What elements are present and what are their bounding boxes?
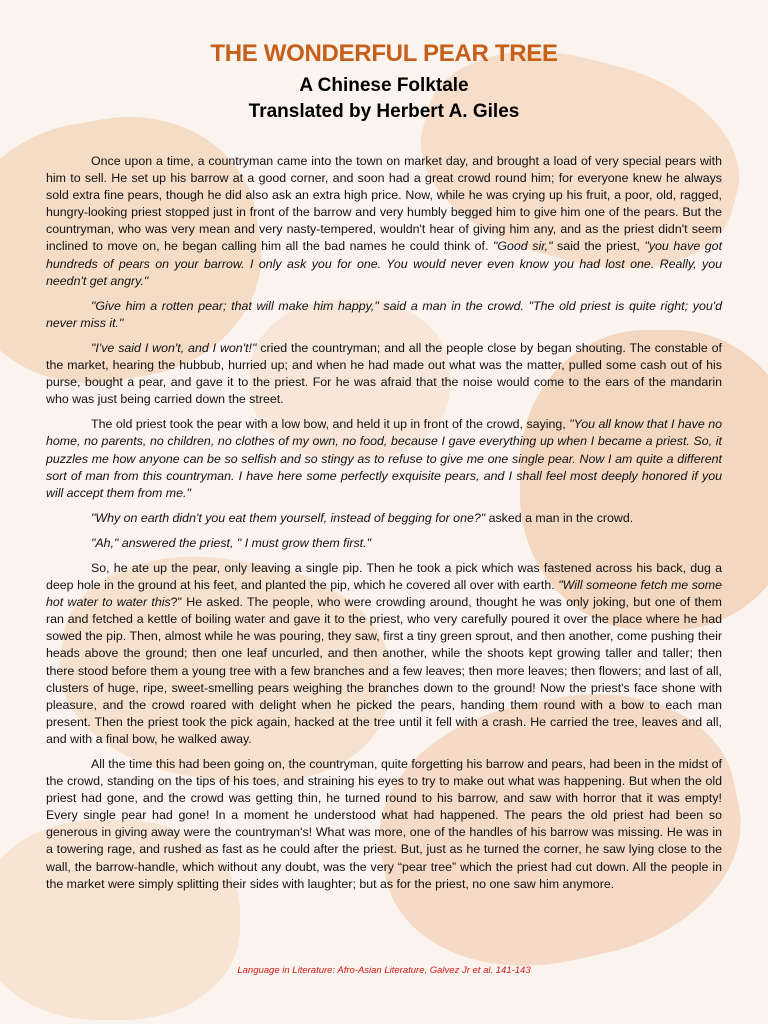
narration-text: ?" He asked. The people, who were crowding around, thought he was only joking, but one of them ran and fetched a kettle of boiling water and gave it to the priest, who very carefully poured it over the place where he had sowed the pip. Then, almost while he was pouring, they saw, first a tiny green sprout, and then another, come pushing their heads above the ground; then one leaf uncurled, and then another, while the shoots kept growing taller and taller; then there stood before them a young tree with a few branches and a few leaves; then more leaves; then flowers; and last of all, clusters of huge, ripe, sweet-smelling pears weighing the branches down to the ground! Now the priest's face shone with pleasure, and the crowd roared with delight when he picked the pears, handing them round with a bow to each man present. Then the priest took the pick again, hacked at the tree until it fell with a crash. He carried the tree, leaves and all, and with a final bow, he walked away. <box>46 595 722 746</box>
narration-text: asked a man in the crowd. <box>485 510 634 525</box>
quoted-speech: "Ah," answered the priest, " I must grow them first." <box>91 535 371 550</box>
quoted-speech: "Why on earth didn't you eat them yourself, instead of begging for one?" <box>91 510 486 525</box>
quoted-speech: "You all know that I have no home, no parents, no children, no clothes of my own, no food, because I gave everything up when I became a priest. So, it puzzles me how anyone can be so selfish and so stingy as to refuse to give me one single pear. Now I am quite a different sort of man from this countryman. I have here some perfectly exquisite pears, and I shall feel most deeply honored if you will accept them from me." <box>46 417 723 500</box>
story-paragraph <box>46 416 722 501</box>
source-citation: Language in Literature: Afro-Asian Literature, Galvez Jr et al. 141-143 <box>237 965 531 976</box>
narration-text: cried the countryman; and all the people close by began shouting. The constable of the market, hearing the hubbub, hurried up; and when he had made out what was the matter, pulled some cash out of his purse, bought a pear, and gave it to the priest. For he was afraid that the noise would come to the ears of the mandarin who was just being carried down the street. <box>46 340 722 407</box>
story-title: THE WONDERFUL PEAR TREE <box>210 40 558 67</box>
narration-text: The old priest took the pear with a low bow, and held it up in front of the crowd, saying, <box>91 417 570 432</box>
quoted-speech: "Good sir," <box>492 239 553 254</box>
narration-text: Once upon a time, a countryman came into the town on market day, and brought a load of very special pears with him to sell. He set up his barrow at a good corner, and soon had a great crowd round him; for everyone knew he always sold extra fine pears, though he did also ask an extra high price. Now, while he was crying up his fruit, a poor, old, ragged, hungry-looking priest stopped just in front of the barrow and very humbly begged him to give him one of the pears. But the countryman, who was very mean and very nasty-tempered, wouldn't hear of giving him any, and as the priest didn't seem inclined to move on, he began calling him all the bad names he could think of. <box>46 154 722 254</box>
story-paragraph <box>46 756 722 893</box>
story-paragraph <box>46 298 722 332</box>
story-paragraph <box>46 340 722 408</box>
story-paragraph <box>46 510 722 527</box>
quoted-speech: "Will someone fetch me some hot water to water this <box>46 578 723 610</box>
quoted-speech: "you have got hundreds of pears on your barrow. I only ask you for one. You would never even know you had lost one. Really, you needn't get angry." <box>46 239 723 288</box>
narration-text: All the time this had been going on, the countryman, quite forgetting his barrow and pears, had been in the midst of the crowd, standing on the tips of his toes, and straining his eyes to try to make out what was happening. But when the old priest had gone, and the crowd was getting thin, he turned round to his barrow, and saw with horror that it was empty! Every single pear had gone! In a moment he understood what had happened. The pears the old priest had been so generous in giving away were the countryman's! What was more, one of the handles of his barrow was missing. He was in a towering rage, and rushed as fast as he could after the priest. But, just as he turned the corner, he saw lying close to the wall, the barrow-handle, which without any doubt, was the very “pear tree” which the priest had cut down. All the people in the market were simply splitting their sides with laughter; but as for the priest, no one saw him anymore. <box>46 757 722 891</box>
story-paragraph <box>46 560 722 748</box>
narration-text: So, he ate up the pear, only leaving a single pip. Then he took a pick which was fastened across his back, dug a deep hole in the ground at his feet, and planted the pip, which he covered all over with earth. <box>46 560 722 593</box>
story-subtitle: A Chinese Folktale <box>299 75 469 96</box>
narration-text: said the priest, <box>552 239 645 254</box>
story-paragraph <box>46 535 722 552</box>
quoted-speech: "Give him a rotten pear; that will make him happy," said a man in the crowd. "The old priest is quite right; you'd never miss it." <box>46 298 722 330</box>
story-body <box>46 153 722 901</box>
translator-credit: Translated by Herbert A. Giles <box>248 101 520 122</box>
quoted-speech: "I've said I won't, and I won't!" <box>91 340 257 355</box>
story-paragraph <box>46 153 722 290</box>
